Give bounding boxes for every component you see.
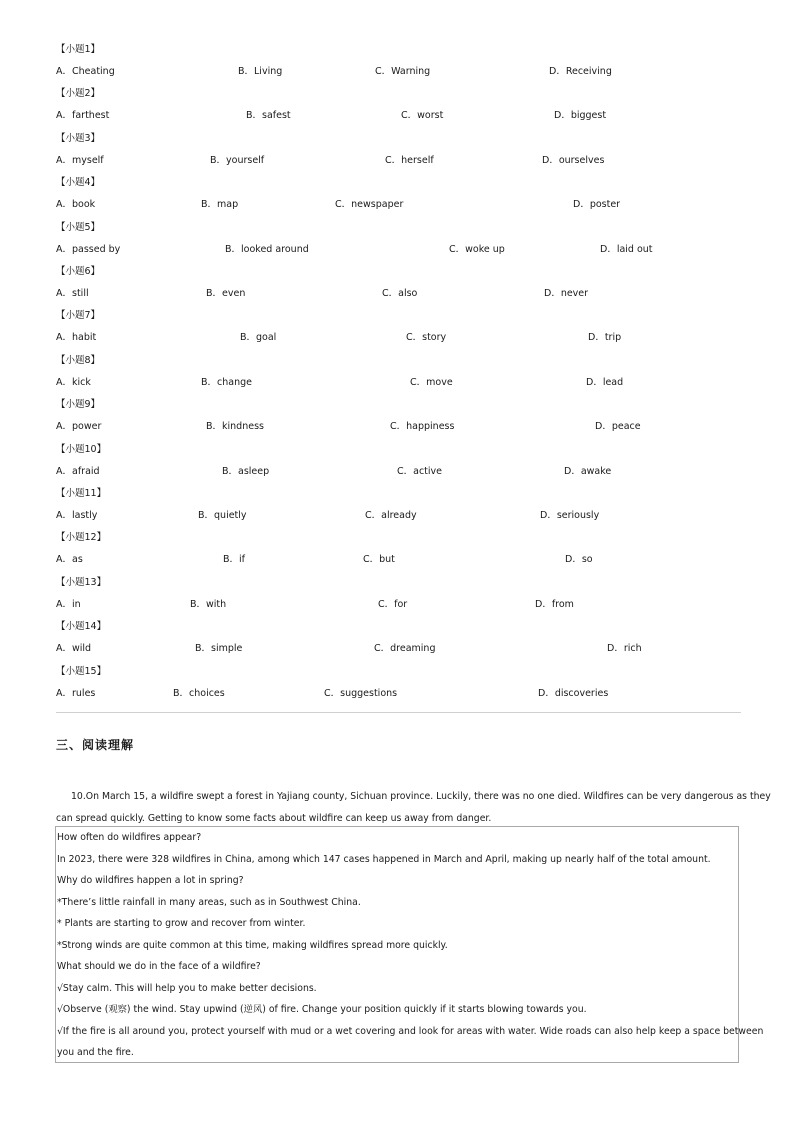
- section-divider: [56, 712, 741, 713]
- option-a: A．myself: [56, 154, 104, 166]
- option-d: D．poster: [573, 199, 621, 211]
- option-b: B．quietly: [198, 510, 247, 521]
- option-d: D．Receiving: [549, 66, 612, 77]
- option-b: B．even: [206, 288, 246, 299]
- option-a: A．kick: [56, 376, 91, 388]
- option-a: A．Cheating: [56, 66, 115, 77]
- option-b: B．map: [201, 199, 239, 211]
- facts-line: What should we do in the face of a wildfire?: [57, 961, 261, 972]
- option-c: C．newspaper: [335, 199, 404, 211]
- option-a: A．as: [56, 554, 83, 566]
- option-c: C．suggestions: [324, 687, 398, 699]
- option-d: D．rich: [607, 643, 642, 655]
- question-label: 【小题2】: [56, 88, 101, 100]
- option-d: D．peace: [595, 421, 641, 433]
- option-d: D．discoveries: [538, 687, 609, 699]
- facts-line: √Observe (观察) the wind. Stay upwind (逆风) of fire. Change your position quickly if it starts blowing towards you.: [57, 1004, 587, 1015]
- facts-line: In 2023, there were 328 wildfires in China, among which 147 cases happened in March and April, making up nearly half of the total amount.: [57, 854, 711, 865]
- option-a: A．farthest: [56, 110, 110, 122]
- option-c: C．Warning: [375, 66, 431, 77]
- option-a: A．book: [56, 199, 96, 211]
- question-label: 【小题13】: [56, 576, 107, 588]
- option-c: C．dreaming: [374, 643, 436, 655]
- question-label: 【小题5】: [56, 221, 101, 233]
- option-d: D．awake: [564, 465, 612, 477]
- option-a: A．still: [56, 288, 89, 299]
- option-b: B．Living: [238, 66, 283, 77]
- option-c: C．herself: [385, 154, 434, 166]
- option-a: A．habit: [56, 332, 97, 344]
- passage-intro-line: 10.On March 15, a wildfire swept a forest in Yajiang county, Sichuan province. Luckily, there was no one died. Wildfires can be very dangerous as they: [71, 791, 771, 802]
- question-label: 【小题11】: [56, 488, 107, 499]
- option-d: D．ourselves: [542, 154, 605, 166]
- option-c: C．happiness: [390, 421, 455, 433]
- option-d: D．biggest: [554, 110, 607, 122]
- option-d: D．from: [535, 598, 574, 610]
- option-a: A．wild: [56, 643, 92, 655]
- question-label: 【小题12】: [56, 532, 107, 544]
- option-b: B．goal: [240, 332, 277, 344]
- option-c: C．active: [397, 465, 443, 477]
- facts-line: *Strong winds are quite common at this time, making wildfires spread more quickly.: [57, 940, 448, 951]
- option-b: B．change: [201, 376, 252, 388]
- facts-line: * Plants are starting to grow and recover from winter.: [57, 918, 306, 929]
- option-d: D．laid out: [600, 243, 653, 255]
- passage-intro: [56, 786, 771, 829]
- option-d: D．seriously: [540, 510, 600, 521]
- option-a: A．passed by: [56, 243, 121, 255]
- option-c: C．but: [363, 554, 395, 566]
- option-c: C．woke up: [449, 243, 505, 255]
- option-b: B．with: [190, 598, 227, 610]
- option-a: A．power: [56, 421, 102, 433]
- option-b: B．yourself: [210, 154, 265, 166]
- option-b: B．if: [223, 554, 246, 566]
- question-label: 【小题1】: [56, 44, 101, 55]
- option-c: C．for: [378, 598, 408, 610]
- option-c: C．already: [365, 510, 417, 521]
- option-b: B．simple: [195, 643, 243, 655]
- question-label: 【小题4】: [56, 177, 101, 189]
- option-d: D．lead: [586, 376, 624, 388]
- section-title: 三、阅读理解: [56, 738, 135, 752]
- facts-line: *There’s little rainfall in many areas, such as in Southwest China.: [57, 897, 361, 908]
- option-b: B．kindness: [206, 421, 264, 433]
- option-d: D．trip: [588, 332, 622, 344]
- option-a: A．in: [56, 598, 81, 610]
- question-label: 【小题6】: [56, 266, 101, 277]
- facts-line: √Stay calm. This will help you to make better decisions.: [57, 983, 317, 994]
- option-a: A．lastly: [56, 510, 98, 521]
- option-c: C．move: [410, 376, 453, 388]
- passage-facts-box: [55, 826, 764, 1063]
- option-b: B．choices: [173, 687, 225, 699]
- facts-line: you and the fire.: [57, 1047, 134, 1058]
- question-label: 【小题7】: [56, 310, 101, 322]
- passage-intro-line: can spread quickly. Getting to know some facts about wildfire can keep us away from danger.: [56, 812, 492, 824]
- question-label: 【小题14】: [56, 621, 107, 633]
- facts-line: √If the fire is all around you, protect yourself with mud or a wet covering and look for areas with water. Wide roads can also help keep a space between: [57, 1026, 764, 1037]
- option-c: C．worst: [401, 110, 444, 122]
- option-b: B．looked around: [225, 243, 309, 255]
- option-a: A．rules: [56, 687, 96, 699]
- option-c: C．also: [382, 288, 418, 299]
- option-c: C．story: [406, 332, 447, 344]
- question-label: 【小题3】: [56, 132, 101, 144]
- question-label: 【小题9】: [56, 399, 101, 411]
- question-label: 【小题15】: [56, 665, 107, 677]
- facts-line: Why do wildfires happen a lot in spring?: [57, 875, 244, 886]
- question-label: 【小题10】: [56, 443, 107, 455]
- option-a: A．afraid: [56, 465, 100, 477]
- facts-line: How often do wildfires appear?: [57, 832, 202, 843]
- question-label: 【小题8】: [56, 354, 101, 366]
- option-d: D．never: [544, 288, 589, 299]
- option-b: B．asleep: [222, 465, 270, 477]
- option-b: B．safest: [246, 110, 291, 122]
- option-d: D．so: [565, 554, 593, 566]
